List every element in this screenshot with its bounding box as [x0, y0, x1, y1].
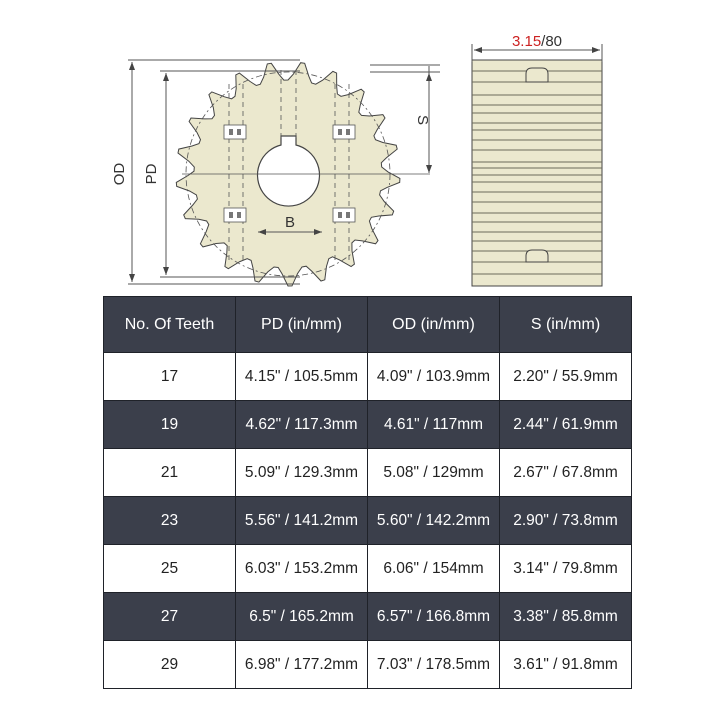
- cell-teeth: 23: [104, 497, 236, 545]
- cell-teeth: 25: [104, 545, 236, 593]
- cell-teeth: 29: [104, 641, 236, 689]
- cell-s: 2.44" / 61.9mm: [500, 401, 632, 449]
- table-row: [104, 641, 632, 689]
- cell-od: 5.08" / 129mm: [368, 449, 500, 497]
- cell-teeth: 17: [104, 353, 236, 401]
- width-label: [512, 33, 562, 50]
- table-row: [104, 593, 632, 641]
- header-s: S (in/mm): [500, 297, 632, 353]
- cell-s: 3.38" / 85.8mm: [500, 593, 632, 641]
- table-row: [104, 353, 632, 401]
- cell-pd: 6.98" / 177.2mm: [236, 641, 368, 689]
- pd-label: PD: [143, 163, 160, 185]
- cell-s: 2.90" / 73.8mm: [500, 497, 632, 545]
- cell-s: 3.14" / 79.8mm: [500, 545, 632, 593]
- table-row: [104, 449, 632, 497]
- cell-teeth: 27: [104, 593, 236, 641]
- sprocket-side-view: [472, 60, 602, 286]
- cell-od: 4.09" / 103.9mm: [368, 353, 500, 401]
- sprocket-technical-drawing: [0, 0, 725, 296]
- table-row: [104, 497, 632, 545]
- header-od: OD (in/mm): [368, 297, 500, 353]
- cell-od: 5.60" / 142.2mm: [368, 497, 500, 545]
- cell-od: 7.03" / 178.5mm: [368, 641, 500, 689]
- side-view-bottom-notch: [526, 250, 548, 262]
- cell-teeth: 21: [104, 449, 236, 497]
- cell-od: 6.57" / 166.8mm: [368, 593, 500, 641]
- sprocket-front-view: [176, 63, 430, 286]
- sprocket-spec-table: [103, 296, 632, 689]
- cell-s: 2.20" / 55.9mm: [500, 353, 632, 401]
- cell-s: 3.61" / 91.8mm: [500, 641, 632, 689]
- b-label: B: [284, 214, 296, 231]
- header-teeth: No. Of Teeth: [104, 297, 236, 353]
- width-label-rest: /80: [541, 33, 563, 50]
- cell-pd: 5.09" / 129.3mm: [236, 449, 368, 497]
- header-pd: PD (in/mm): [236, 297, 368, 353]
- table-row: [104, 545, 632, 593]
- width-label-red: 3.15: [511, 33, 542, 50]
- cell-teeth: 19: [104, 401, 236, 449]
- table-row: [104, 401, 632, 449]
- cell-s: 2.67" / 67.8mm: [500, 449, 632, 497]
- table-header-row: [104, 297, 632, 353]
- cell-pd: 6.03" / 153.2mm: [236, 545, 368, 593]
- cell-od: 4.61" / 117mm: [368, 401, 500, 449]
- od-label: OD: [111, 162, 128, 186]
- cell-pd: 5.56" / 141.2mm: [236, 497, 368, 545]
- cell-od: 6.06" / 154mm: [368, 545, 500, 593]
- cell-pd: 4.62" / 117.3mm: [236, 401, 368, 449]
- s-label: S: [414, 114, 431, 126]
- width-dimension: [472, 33, 602, 62]
- cell-pd: 6.5" / 165.2mm: [236, 593, 368, 641]
- side-view-top-notch: [526, 68, 548, 82]
- cell-pd: 4.15" / 105.5mm: [236, 353, 368, 401]
